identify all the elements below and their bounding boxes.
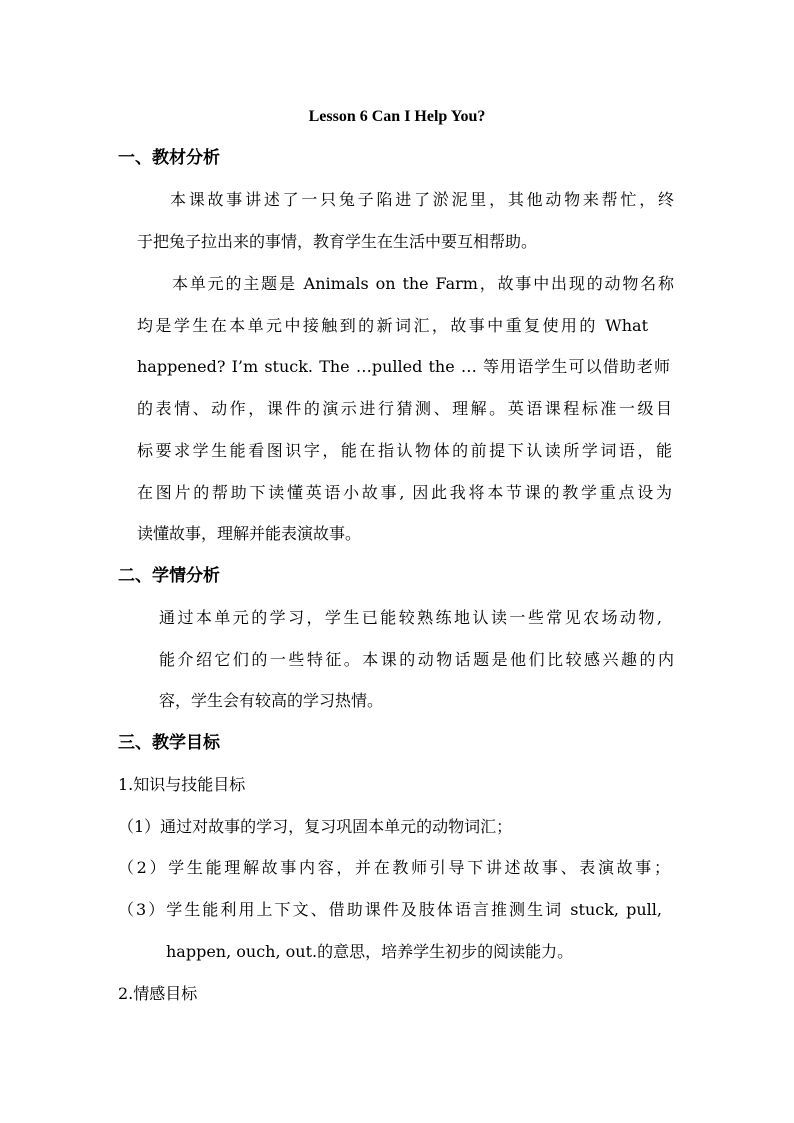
paragraph-line: 本课故事讲述了一只兔子陷进了淤泥里，其他动物来帮忙，终 bbox=[170, 190, 674, 209]
goal-item: （1）通过对故事的学习，复习巩固本单元的动物词汇； bbox=[118, 817, 513, 836]
goal-item: （3）学生能利用上下文、借助课件及肢体语言推测生词 stuck, pull, bbox=[118, 900, 662, 919]
goal-item: （2）学生能理解故事内容，并在教师引导下讲述故事、表演故事； bbox=[118, 858, 670, 877]
paragraph-line: 通过本单元的学习，学生已能较熟练地认读一些常见农场动物, bbox=[159, 608, 662, 627]
paragraph-line: 容，学生会有较高的学习热情。 bbox=[159, 691, 384, 710]
paragraph-line: 于把兔子拉出来的事情，教育学生在生活中要互相帮助。 bbox=[137, 232, 538, 251]
paragraph-line: 能介绍它们的一些特征。本课的动物话题是他们比较感兴趣的内 bbox=[159, 650, 674, 669]
paragraph-line: 读懂故事，理解并能表演故事。 bbox=[137, 524, 362, 543]
paragraph-line: 的表情、动作，课件的演示进行猜测、理解。英语课程标准一级目 bbox=[137, 399, 672, 418]
goal-item-continued: happen, ouch, out.的意思，培养学生初步的阅读能力。 bbox=[166, 942, 574, 961]
subheading-emotional-goals: 2.情感目标 bbox=[118, 984, 198, 1003]
paragraph-line: happened? I’m stuck. The …pulled the … 等用语学生可以借助老师 bbox=[137, 357, 670, 376]
paragraph-line: 本单元的主题是 Animals on the Farm，故事中出现的动物名称 bbox=[172, 274, 674, 293]
section-heading-textbook-analysis: 一、教材分析 bbox=[118, 148, 220, 168]
subheading-knowledge-skills: 1.知识与技能目标 bbox=[118, 775, 246, 794]
paragraph-line: 标要求学生能看图识字，能在指认物体的前提下认读所学词语，能 bbox=[137, 441, 672, 460]
paragraph-line: 在图片的帮助下读懂英语小故事, 因此我将本节课的教学重点设为 bbox=[137, 483, 672, 502]
paragraph-line: 均是学生在本单元中接触到的新词汇，故事中重复使用的 What bbox=[137, 316, 648, 335]
section-heading-teaching-goals: 三、教学目标 bbox=[118, 733, 220, 753]
section-heading-student-analysis: 二、学情分析 bbox=[118, 566, 220, 586]
page-title: Lesson 6 Can I Help You? bbox=[308, 108, 486, 125]
